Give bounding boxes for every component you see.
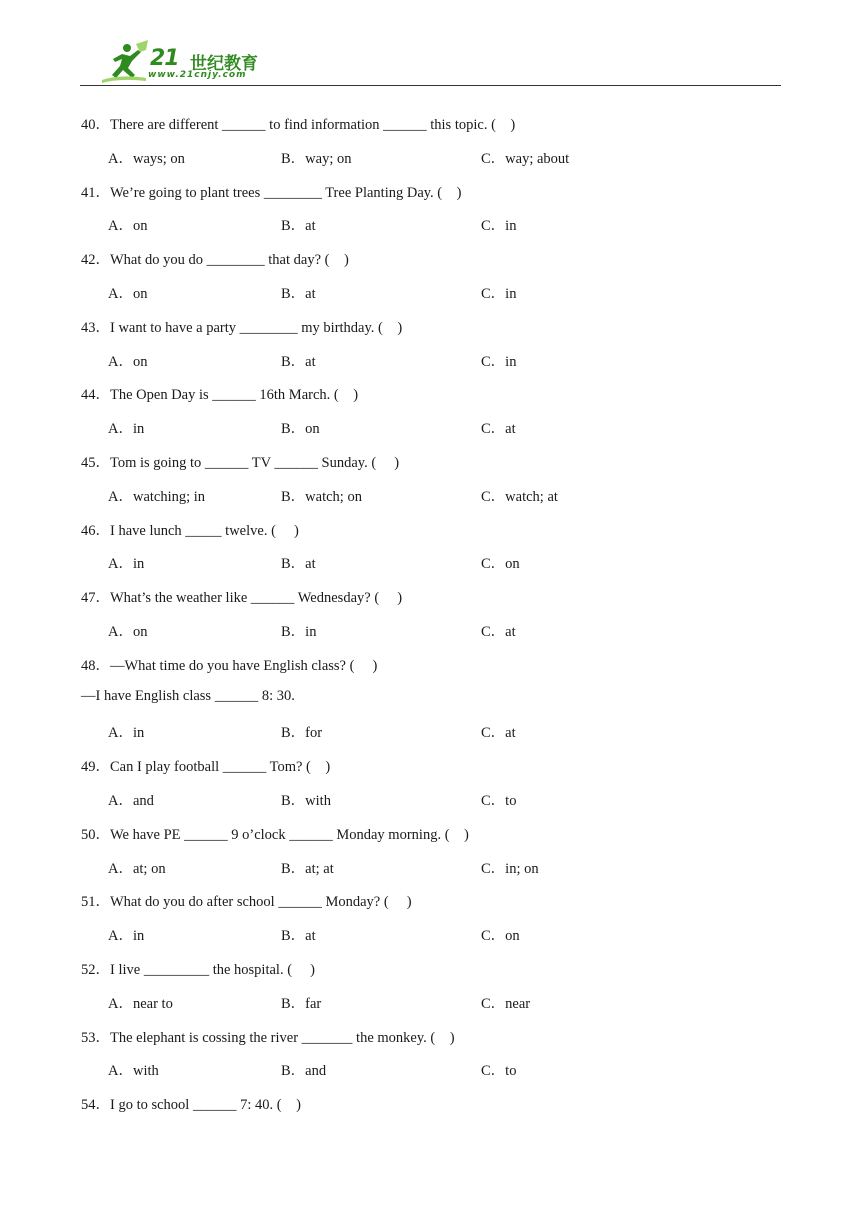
answer-option[interactable]: C．on	[481, 928, 520, 945]
answer-option[interactable]: A．on	[108, 218, 148, 235]
answer-option[interactable]: C．in	[481, 353, 517, 370]
answer-option[interactable]: B．for	[281, 725, 323, 742]
header-rule	[80, 85, 781, 86]
answer-option[interactable]: C．way; about	[481, 150, 570, 167]
answer-option[interactable]: B．way; on	[281, 150, 352, 167]
question-stem-continuation: —I have English class ______ 8: 30.	[81, 687, 295, 704]
answer-option[interactable]: B．at	[281, 928, 316, 945]
answer-option[interactable]: B．watch; on	[281, 488, 362, 505]
answer-option[interactable]: A．in	[108, 725, 145, 742]
question-stem: 41．We’re going to plant trees ________ Tree Planting Day. ( )	[81, 184, 462, 201]
question-stem: 42．What do you do ________ that day? ( )	[81, 252, 349, 269]
answer-option[interactable]: C．to	[481, 1063, 517, 1080]
question-stem: 53．The elephant is cossing the river _______ the monkey. ( )	[81, 1029, 455, 1046]
logo	[100, 40, 270, 84]
logo-chinese-text: 世纪教育	[190, 54, 258, 74]
answer-option[interactable]: B．at	[281, 353, 316, 370]
question-stem: 54．I go to school ______ 7: 40. ( )	[81, 1097, 301, 1114]
question-stem: 49．Can I play football ______ Tom? ( )	[81, 759, 331, 776]
question-stem: 47．What’s the weather like ______ Wednesday? ( )	[81, 590, 403, 607]
runner-icon	[100, 40, 150, 84]
answer-option[interactable]: C．in; on	[481, 860, 539, 877]
answer-option[interactable]: A．ways; on	[108, 150, 185, 167]
question-stem: 44．The Open Day is ______ 16th March. ( )	[81, 387, 359, 404]
answer-option[interactable]: A．in	[108, 421, 145, 438]
question-stem: 40．There are different ______ to find information ______ this topic. ( )	[81, 117, 516, 133]
question-stem: 45．Tom is going to ______ TV ______ Sunday. ( )	[81, 455, 400, 471]
logo-url: www.21cnjy.com	[148, 70, 247, 80]
answer-option[interactable]: C．at	[481, 624, 516, 640]
question-stem: 46．I have lunch _____ twelve. ( )	[81, 522, 299, 539]
question-stem: 43．I want to have a party ________ my birthday. ( )	[81, 319, 403, 336]
answer-option[interactable]: C．at	[481, 421, 516, 438]
question-stem: 52．I live _________ the hospital. ( )	[81, 962, 315, 978]
answer-option[interactable]: A．and	[108, 793, 154, 809]
answer-option[interactable]: C．in	[481, 218, 517, 235]
answer-option[interactable]: A．on	[108, 624, 148, 640]
logo-mark: 21	[150, 46, 179, 71]
answer-option[interactable]: A．watching; in	[108, 488, 206, 505]
answer-option[interactable]: C．to	[481, 793, 517, 809]
answer-option[interactable]: B．with	[281, 793, 331, 809]
answer-option[interactable]: C．at	[481, 725, 516, 742]
answer-option[interactable]: A．at; on	[108, 860, 166, 877]
question-stem: 51．What do you do after school ______ Monday? ( )	[81, 894, 412, 911]
answer-option[interactable]: B．on	[281, 421, 320, 438]
answer-option[interactable]: B．far	[281, 995, 322, 1012]
answer-option[interactable]: B．and	[281, 1063, 327, 1080]
question-stem: 50．We have PE ______ 9 o’clock ______ Monday morning. ( )	[81, 826, 469, 843]
answer-option[interactable]: A．with	[108, 1063, 159, 1080]
answer-option[interactable]: C．on	[481, 556, 520, 573]
answer-option[interactable]: A．near to	[108, 995, 173, 1012]
question-stem: 48．—What time do you have English class? ( )	[81, 657, 378, 674]
answer-option[interactable]: B．at	[281, 218, 316, 235]
answer-option[interactable]: A．on	[108, 286, 148, 302]
answer-option[interactable]: B．at	[281, 556, 316, 573]
answer-option[interactable]: C．in	[481, 286, 517, 302]
answer-option[interactable]: B．at	[281, 286, 316, 302]
answer-option[interactable]: A．in	[108, 556, 145, 573]
answer-option[interactable]: B．at; at	[281, 860, 334, 877]
page-header	[0, 0, 860, 92]
answer-option[interactable]: C．watch; at	[481, 488, 558, 505]
answer-option[interactable]: B．in	[281, 624, 317, 640]
answer-option[interactable]: C．near	[481, 995, 531, 1012]
answer-option[interactable]: A．on	[108, 353, 148, 370]
answer-option[interactable]: A．in	[108, 928, 145, 945]
